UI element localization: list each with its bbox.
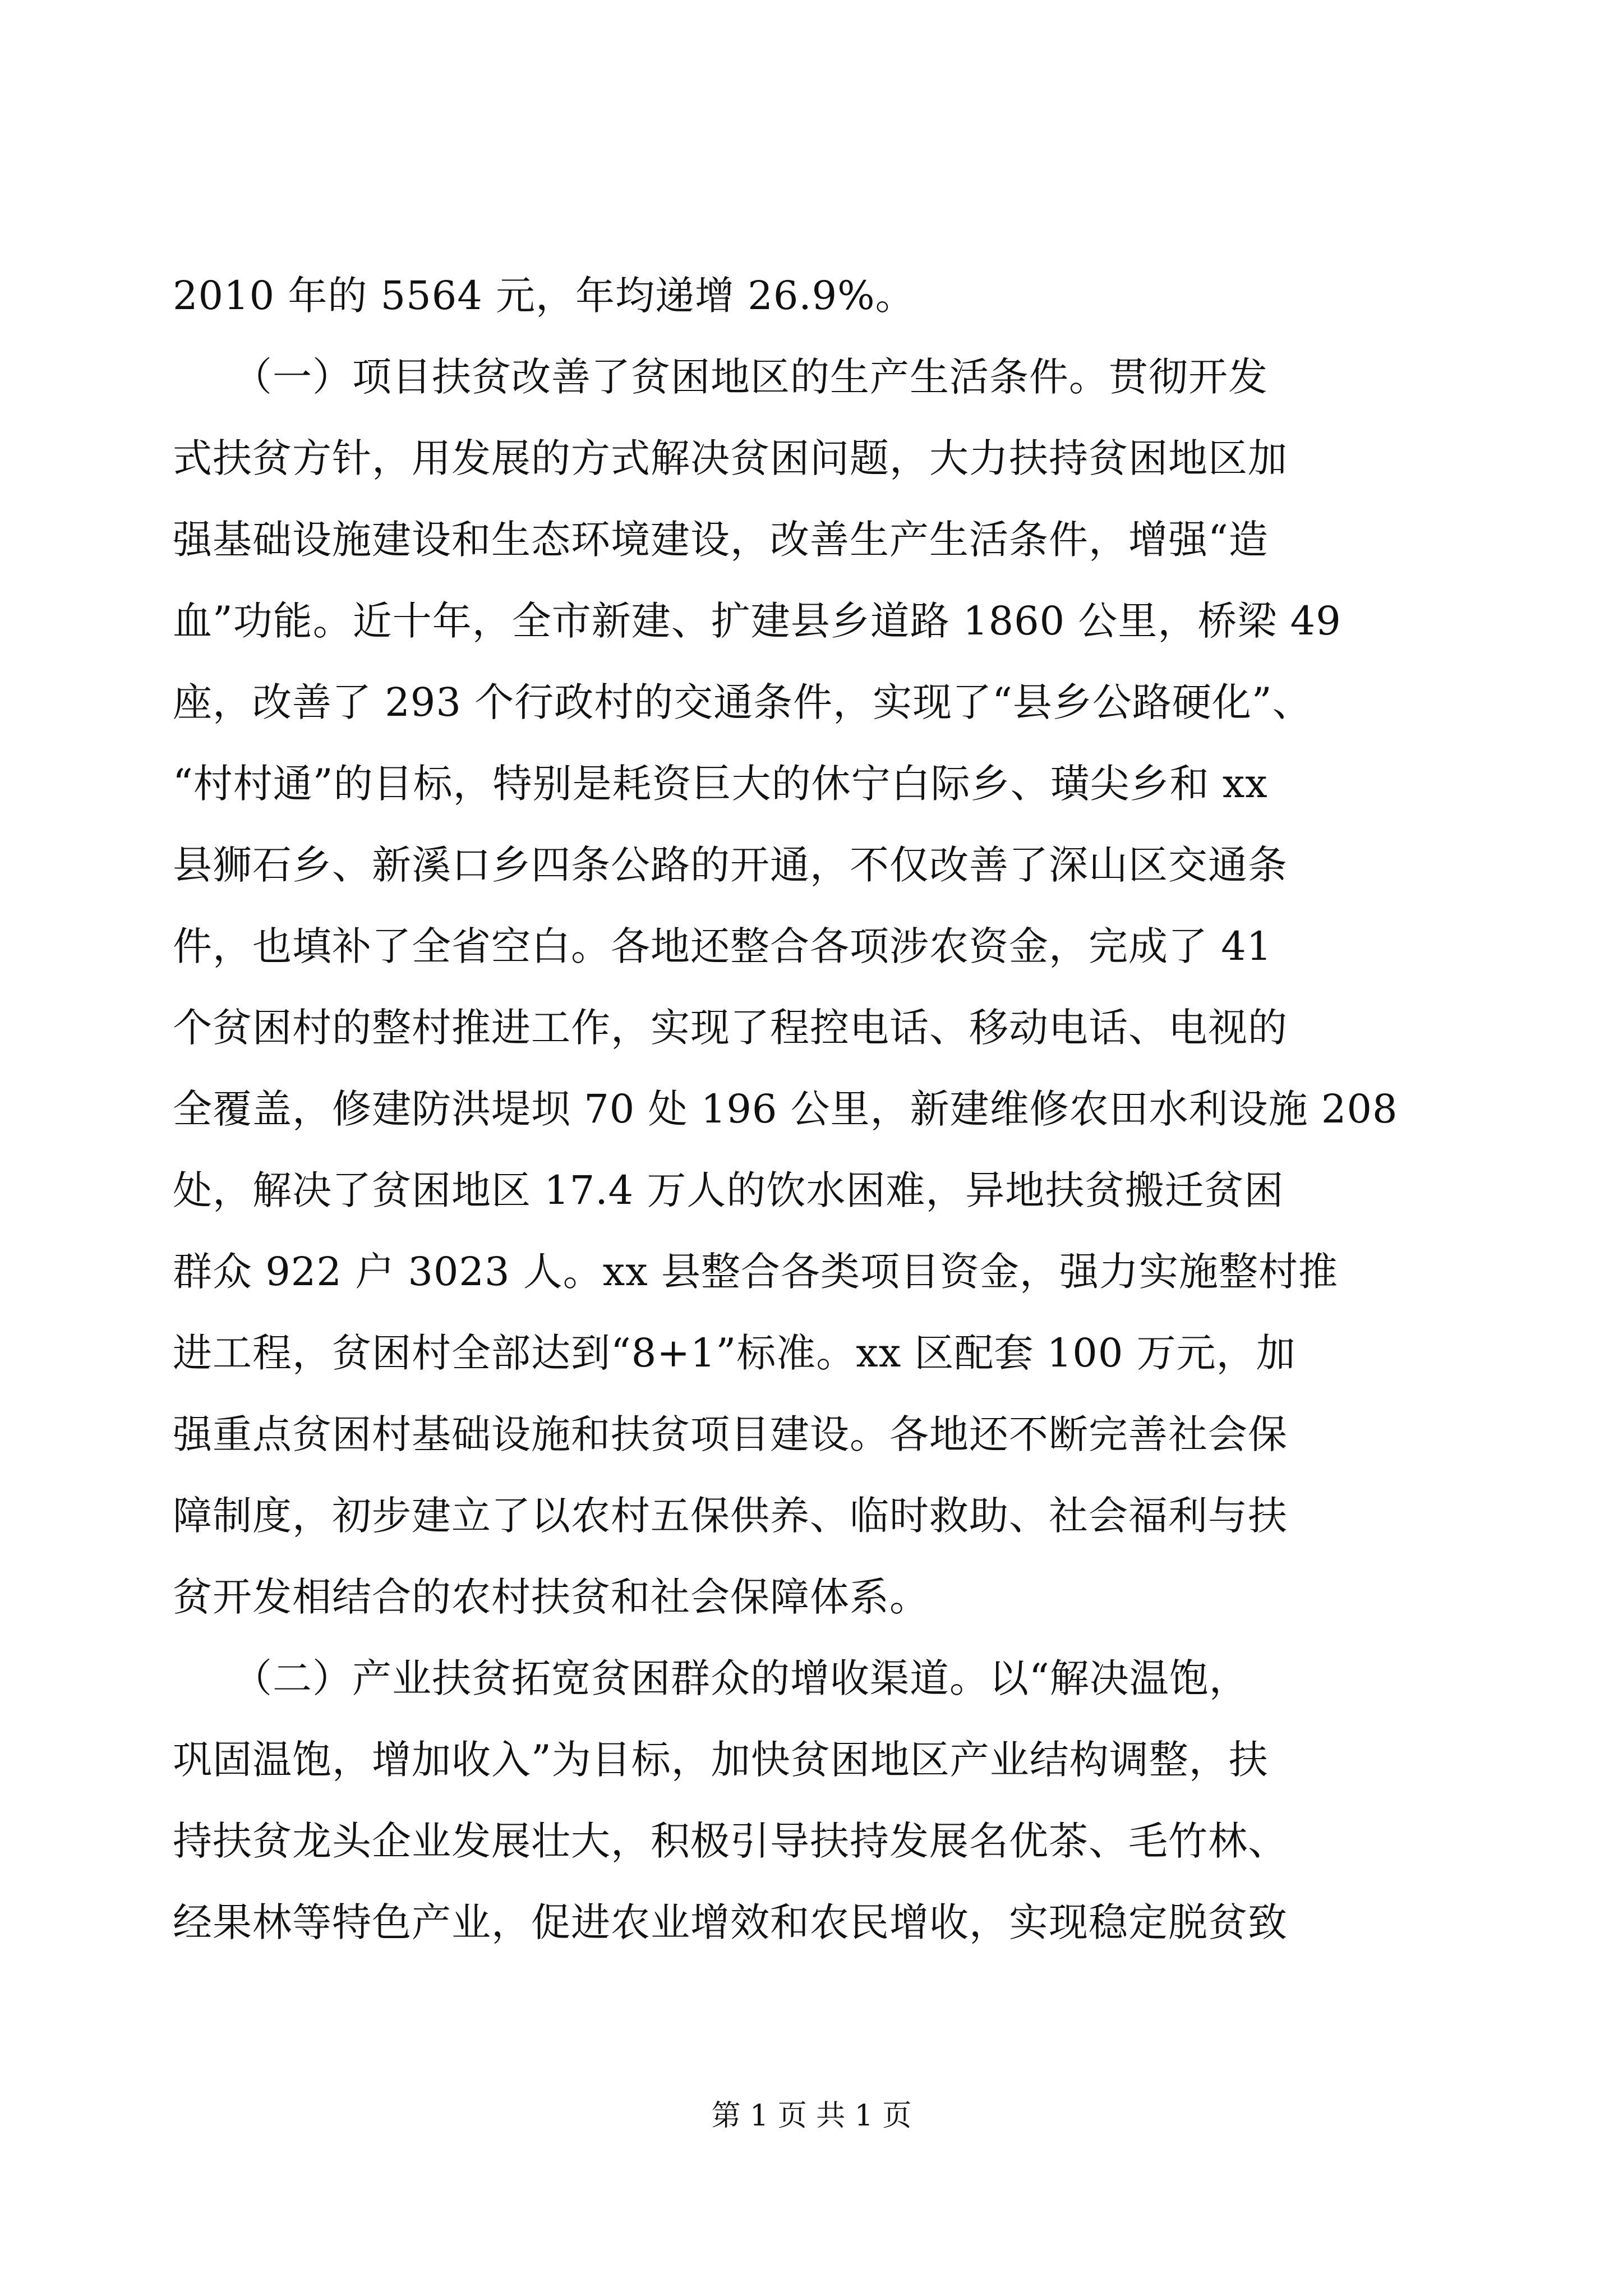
text-line: 件，也填补了全省空白。各地还整合各项涉农资金，完成了 41 <box>173 923 1272 969</box>
text-line: 强重点贫困村基础设施和扶贫项目建设。各地还不断完善社会保 <box>173 1411 1288 1457</box>
text-line: 处，解决了贫困地区 17.4 万人的饮水困难，异地扶贫搬迁贫困 <box>173 1167 1284 1213</box>
text-line: 巩固温饱，增加收入”为目标，加快贫困地区产业结构调整，扶 <box>173 1737 1269 1783</box>
text-line: 2010 年的 5564 元，年均递增 26.9%。 <box>173 273 915 319</box>
text-line: 障制度，初步建立了以农村五保供养、临时救助、社会福利与扶 <box>173 1493 1288 1539</box>
document-body <box>173 255 1435 1963</box>
text-line: 进工程，贫困村全部达到“8+1”标准。xx 区配套 100 万元，加 <box>173 1330 1296 1376</box>
text-line: （一）项目扶贫改善了贫困地区的生产生活条件。贯彻开发 <box>173 354 1268 400</box>
text-line: 贫开发相结合的农村扶贫和社会保障体系。 <box>173 1574 929 1620</box>
text-line: 群众 922 户 3023 人。xx 县整合各类项目资金，强力实施整村推 <box>173 1249 1338 1295</box>
text-line: 强基础设施建设和生态环境建设，改善生产生活条件，增强“造 <box>173 517 1269 563</box>
text-line: 个贫困村的整村推进工作，实现了程控电话、移动电话、电视的 <box>173 1005 1288 1051</box>
text-line: 县狮石乡、新溪口乡四条公路的开通，不仅改善了深山区交通条 <box>173 842 1288 888</box>
text-line: 血”功能。近十年，全市新建、扩建县乡道路 1860 公里，桥梁 49 <box>173 598 1341 644</box>
text-line: （二）产业扶贫拓宽贫困群众的增收渠道。以“解决温饱， <box>173 1655 1249 1701</box>
text-line: 式扶贫方针，用发展的方式解决贫困问题，大力扶持贫困地区加 <box>173 435 1288 481</box>
text-line: 持扶贫龙头企业发展壮大，积极引导扶持发展名优茶、毛竹林、 <box>173 1818 1288 1864</box>
text-line: “村村通”的目标，特别是耗资巨大的休宁白际乡、璜尖乡和 xx <box>173 761 1268 807</box>
text-line: 座，改善了 293 个行政村的交通条件，实现了“县乡公路硬化”、 <box>173 679 1312 725</box>
page-footer: 第 1 页 共 1 页 <box>711 2099 912 2133</box>
text-line: 全覆盖，修建防洪堤坝 70 处 196 公里，新建维修农田水利设施 208 <box>173 1086 1398 1132</box>
text-line: 经果林等特色产业，促进农业增效和农民增收，实现稳定脱贫致 <box>173 1899 1288 1945</box>
